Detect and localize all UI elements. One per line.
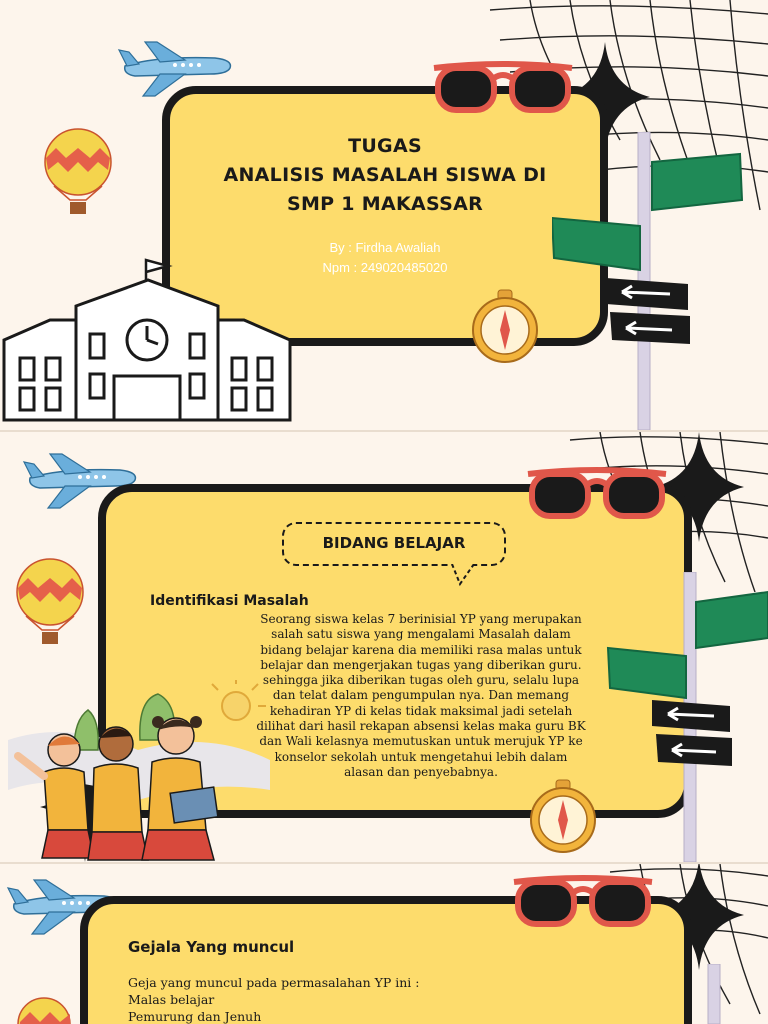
title-line: TUGAS [348,135,422,157]
compass-icon [528,778,600,856]
slide-gejala [0,864,768,1024]
signpost-pole [704,964,724,1024]
author-name: By : Firdha Awaliah [329,240,441,255]
title-line: SMP 1 MAKASSAR [286,193,484,215]
paragraph-line: kehadiran YP di kelas tidak maksimal jadi setelah [269,703,573,718]
paragraph-line: dan telat dalam pengumpulan nya. Dan memang [272,688,570,703]
slide-cover [0,0,768,430]
compass-icon [470,288,542,366]
paragraph-line: dan Wali kelasnya memutuskan untuk merujuk YP ke [259,734,583,749]
symptom-item: Malas belajar [128,992,215,1007]
paragraph-line: alasan dan penyebabnya. [344,764,498,779]
paragraph-line: sehingga jika diberikan tugas oleh guru, selalu lupa [262,673,580,688]
signpost-icon [552,132,752,430]
title-line: ANALISIS MASALAH SISWA DI [223,164,547,186]
problem-description [256,612,586,780]
section-label-bubble: BIDANG BELAJAR [282,522,506,566]
section-heading: Gejala Yang muncul [128,938,295,956]
school-building-icon [0,258,294,426]
students-illustration [8,680,270,862]
paragraph-line: dilihat dari hasil rekapan absensi kelas maka guru BK [256,719,586,734]
symptom-item: Pemurung dan Jenuh [128,1009,262,1024]
paragraph-line: konselor sekolah untuk mengetahui lebih dalam [274,749,568,764]
section-heading: Identifikasi Masalah [150,593,309,609]
paragraph-line: belajar dan mengerjakan tugas yang diberikan guru. [260,657,582,672]
sunglasses-icon [430,58,576,116]
student-number: Npm : 249020485020 [322,260,448,275]
hot-air-balloon-icon [14,558,86,650]
paragraph-line: bidang belajar karena dia memiliki rasa malas untuk [260,642,582,657]
symptom-intro: Geja yang muncul pada permasalahan YP ini : [128,975,420,990]
slide-bidang-belajar [0,432,768,862]
hot-air-balloon-icon [42,128,114,220]
sunglasses-icon [524,464,670,522]
cover-title [170,132,600,219]
sunglasses-icon [510,872,656,930]
hot-air-balloon-icon [16,994,72,1024]
paragraph-line: salah satu siswa yang mengalami Masalah dalam [271,627,571,642]
signpost-icon [604,572,768,862]
bubble-tail [450,564,480,588]
paragraph-line: Seorang siswa kelas 7 berinisial YP yang merupakan [260,612,582,626]
symptoms-list [128,974,419,1024]
